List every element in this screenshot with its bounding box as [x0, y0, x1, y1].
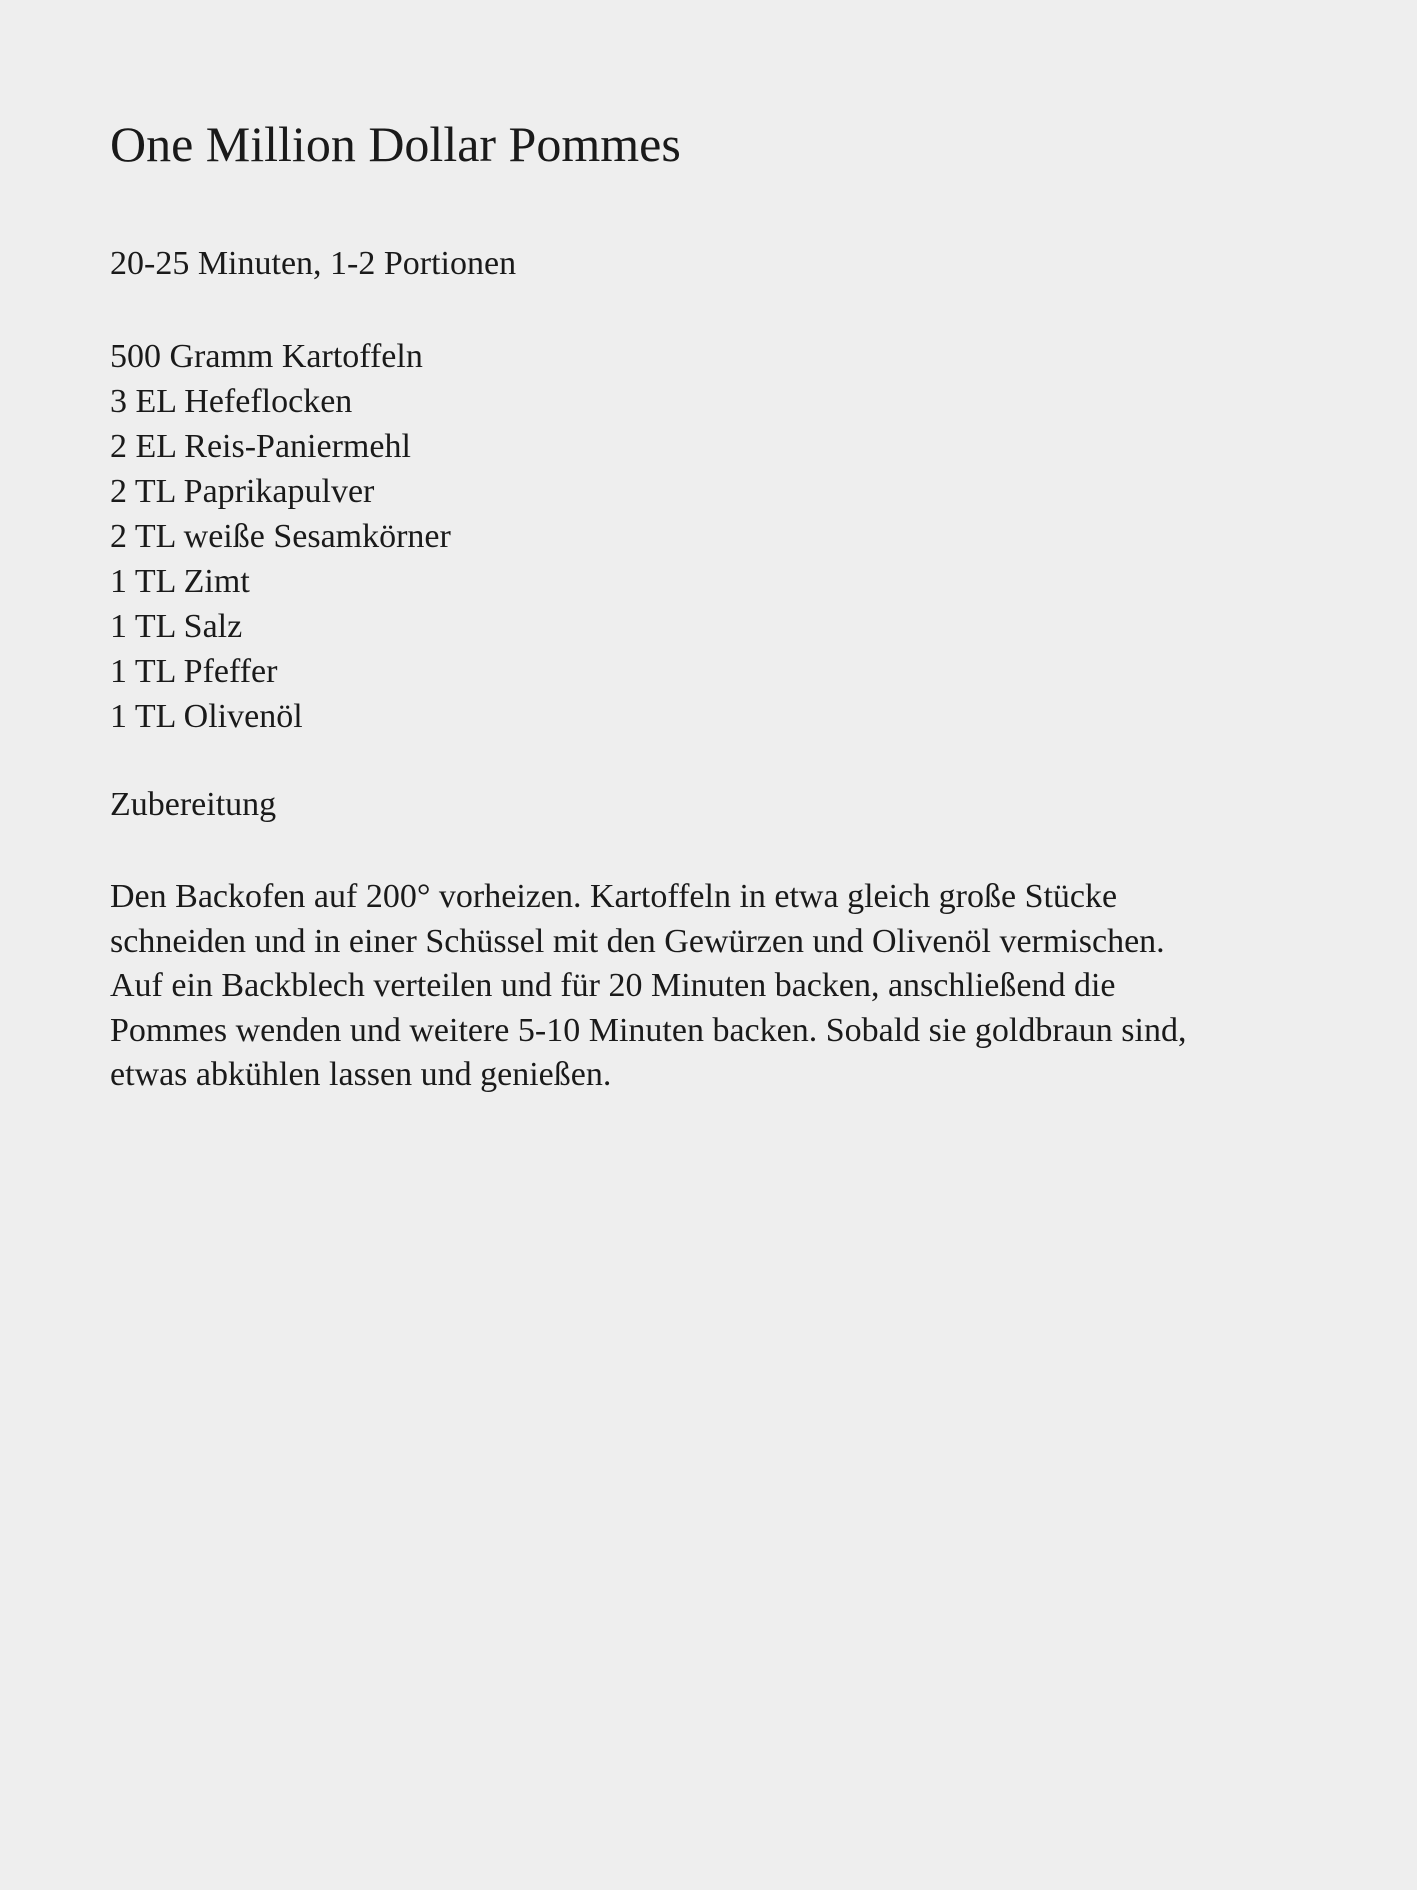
ingredient-item: 1 TL Pfeffer [110, 653, 278, 690]
ingredient-item: 2 TL weiße Sesamkörner [110, 518, 451, 555]
ingredient-item: 1 TL Zimt [110, 563, 250, 600]
ingredient-item: 2 EL Reis-Paniermehl [110, 428, 411, 465]
instruction-line: schneiden und in einer Schüssel mit den Gewürzen und Olivenöl vermischen. [110, 922, 1165, 960]
recipe-title: One Million Dollar Pommes [110, 116, 681, 172]
ingredient-item: 1 TL Salz [110, 608, 243, 645]
ingredient-item: 3 EL Hefeflocken [110, 383, 353, 420]
instruction-line: Den Backofen auf 200° vorheizen. Kartoffeln in etwa gleich große Stücke [110, 878, 1118, 915]
instruction-line: Pommes wenden und weitere 5-10 Minuten backen. Sobald sie goldbraun sind, [110, 1011, 1187, 1049]
recipe-meta: 20-25 Minuten, 1-2 Portionen [110, 245, 517, 282]
preparation-instructions [110, 875, 1320, 1098]
ingredient-item: 2 TL Paprikapulver [110, 473, 375, 510]
instruction-line: etwas abkühlen lassen und genießen. [110, 1056, 612, 1093]
ingredient-item: 1 TL Olivenöl [110, 698, 303, 735]
instruction-line: Auf ein Backblech verteilen und für 20 Minuten backen, anschließend die [110, 967, 1116, 1004]
ingredient-list [110, 334, 451, 739]
ingredient-item: 500 Gramm Kartoffeln [110, 338, 423, 375]
preparation-heading: Zubereitung [110, 786, 277, 823]
